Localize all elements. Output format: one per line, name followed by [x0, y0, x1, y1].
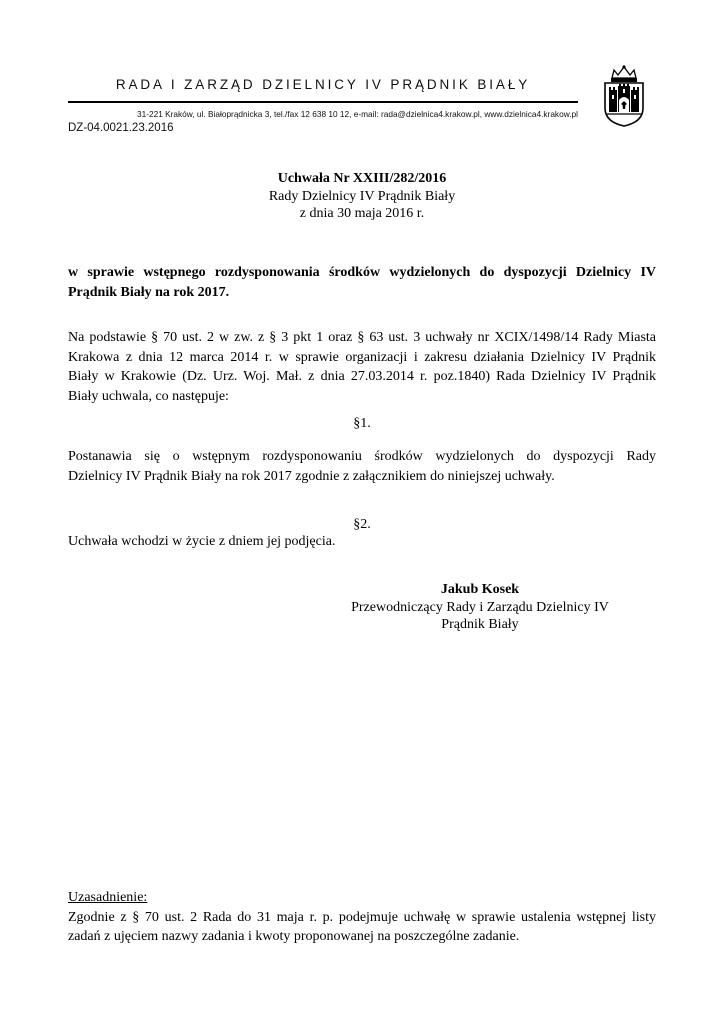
- signatory-name: Jakub Kosek: [440, 582, 520, 597]
- section-2-text: Uchwała wchodzi w życie z dniem jej podjęcia.: [68, 534, 336, 549]
- justification-line: Zgodnie z § 70 ust. 2 Rada do 31 maja r. p. podejmuje uchwałę w sprawie ustalenia wstępnej listy: [68, 909, 656, 925]
- section-2-heading: §2.: [353, 517, 371, 532]
- justification-heading: Uzasadnienie:: [68, 890, 148, 905]
- section-1-line: Postanawia się o wstępnym rozdysponowaniu środków wydzielonych do dyspozycji Rady: [68, 449, 656, 464]
- letterhead-title: RADA I ZARZĄD DZIELNICY IV PRĄDNIK BIAŁY: [115, 77, 531, 92]
- signature-block: [330, 581, 630, 634]
- letterhead-contact: 31-221 Kraków, ul. Białoprądnicka 3, tel./fax 12 638 10 12, e-mail: rada@dzielnica4.krakow.pl, www.dzielnica4.krakow.pl: [136, 109, 578, 119]
- section-1-text: [68, 447, 656, 486]
- legal-basis-line: Krakowa z dnia 12 marca 2014 r. w sprawie organizacji i zakresu działania Dzielnicy IV Prądnik: [68, 349, 656, 365]
- resolution-body: Rady Dzielnicy IV Prądnik Biały: [268, 188, 456, 204]
- justification: [68, 888, 656, 947]
- resolution-header: [68, 170, 656, 223]
- reference-number: DZ-04.0021.23.2016: [68, 122, 174, 134]
- subject-line: w sprawie wstępnego rozdysponowania środków wydzielonych do dyspozycji Dzielnicy IV: [68, 265, 656, 280]
- resolution-date: z dnia 30 maja 2016 r.: [299, 206, 425, 221]
- legal-basis: [68, 328, 656, 406]
- resolution-number: Uchwała Nr XXIII/282/2016: [277, 171, 447, 186]
- signatory-title: Prądnik Biały: [441, 617, 519, 632]
- legal-basis-line: Biały uchwala, co następuje:: [68, 388, 229, 404]
- subject-line: Prądnik Biały na rok 2017.: [68, 284, 230, 300]
- resolution-subject: [68, 263, 656, 302]
- legal-basis-line: Biały w Krakowie (Dz. Urz. Woj. Mał. z dnia 27.03.2014 r. poz.1840) Rada Dzielnicy IV Prądnik: [68, 369, 656, 384]
- section-1-heading: §1.: [353, 416, 371, 431]
- justification-line: zadań z ujęciem nazwy zadania i kwoty proponowanej na poszczególne zadanie.: [68, 929, 520, 944]
- letterhead-divider: [68, 101, 578, 103]
- signatory-title: Przewodniczący Rady i Zarządu Dzielnicy IV: [351, 599, 609, 615]
- coat-of-arms-icon: [600, 64, 648, 128]
- section-1-line: Dzielnicy IV Prądnik Biały na rok 2017 zgodnie z załącznikiem do niniejszej uchwały.: [68, 468, 555, 484]
- legal-basis-line: Na podstawie § 70 ust. 2 w zw. z § 3 pkt 1 oraz § 63 ust. 3 uchwały nr XCIX/1498/14 Rady Miasta: [68, 330, 656, 345]
